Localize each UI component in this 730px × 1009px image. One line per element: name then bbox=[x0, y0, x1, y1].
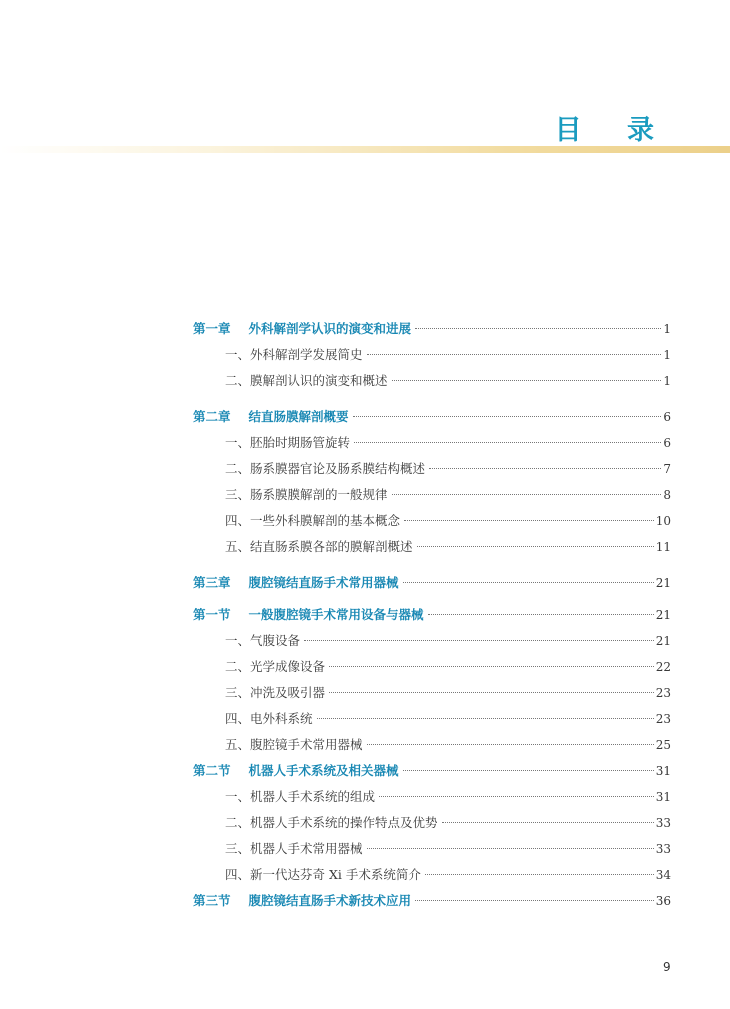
toc-page-number: 25 bbox=[655, 738, 671, 752]
toc-entry-label bbox=[193, 316, 411, 342]
sub-title: 二、光学成像设备 bbox=[225, 659, 326, 674]
dot-leader bbox=[379, 796, 654, 797]
dot-leader bbox=[403, 770, 654, 771]
toc-entry-sub[interactable] bbox=[193, 732, 671, 758]
toc-entry-label bbox=[225, 654, 325, 680]
sub-title: 二、肠系膜器官论及肠系膜结构概述 bbox=[225, 461, 426, 476]
toc-entry-label bbox=[193, 404, 349, 430]
toc-page-number: 22 bbox=[655, 660, 671, 674]
dot-leader bbox=[428, 614, 654, 615]
toc-entry-sub[interactable] bbox=[193, 456, 671, 482]
section-title: 一般腹腔镜手术常用设备与器械 bbox=[248, 607, 424, 622]
toc-page-number: 33 bbox=[655, 816, 671, 830]
toc-page-number: 6 bbox=[663, 410, 671, 424]
toc-page-number: 11 bbox=[655, 540, 671, 554]
chapter-number: 第一章 bbox=[193, 321, 231, 336]
toc-entry-label bbox=[225, 862, 421, 888]
toc-entry-label bbox=[225, 456, 425, 482]
dot-leader bbox=[367, 744, 654, 745]
sub-title: 五、结直肠系膜各部的膜解剖概述 bbox=[225, 539, 413, 554]
toc-entry-sub[interactable] bbox=[193, 342, 671, 368]
dot-leader bbox=[367, 354, 662, 355]
toc-entry-section[interactable] bbox=[193, 888, 671, 914]
toc-entry-label bbox=[225, 784, 375, 810]
sub-title: 四、新一代达芬奇 Xi 手术系统简介 bbox=[225, 867, 421, 882]
dot-leader bbox=[353, 416, 662, 417]
toc-entry-sub[interactable] bbox=[193, 508, 671, 534]
toc-entry-sub[interactable] bbox=[193, 654, 671, 680]
toc-page-number: 33 bbox=[655, 842, 671, 856]
toc-entry-label bbox=[225, 680, 325, 706]
toc-page-number: 31 bbox=[655, 790, 671, 804]
toc-entry-sub[interactable] bbox=[193, 784, 671, 810]
dot-leader bbox=[429, 468, 661, 469]
chapter-number: 第三章 bbox=[193, 575, 231, 590]
toc-page-number: 1 bbox=[663, 374, 671, 388]
toc-page-number: 8 bbox=[663, 488, 671, 502]
dot-leader bbox=[367, 848, 654, 849]
toc-page-number: 7 bbox=[663, 462, 671, 476]
dot-leader bbox=[417, 546, 654, 547]
sub-title: 三、机器人手术常用器械 bbox=[225, 841, 363, 856]
section-title: 腹腔镜结直肠手术新技术应用 bbox=[248, 893, 412, 908]
toc-entry-sub[interactable] bbox=[193, 534, 671, 560]
toc-entry-label bbox=[225, 508, 400, 534]
toc-entry-sub[interactable] bbox=[193, 810, 671, 836]
toc-page-number: 1 bbox=[663, 322, 671, 336]
dot-leader bbox=[392, 380, 662, 381]
toc-entry-section[interactable] bbox=[193, 758, 671, 784]
sub-title: 二、机器人手术系统的操作特点及优势 bbox=[225, 815, 438, 830]
sub-title: 一、气腹设备 bbox=[225, 633, 301, 648]
section-number: 第一节 bbox=[193, 607, 231, 622]
dot-leader bbox=[329, 666, 654, 667]
toc-entry-label bbox=[225, 534, 413, 560]
toc-entry-sub[interactable] bbox=[193, 368, 671, 394]
sub-title: 四、一些外科膜解剖的基本概念 bbox=[225, 513, 401, 528]
toc-page-number: 23 bbox=[655, 712, 671, 726]
chapter-number: 第二章 bbox=[193, 409, 231, 424]
dot-leader bbox=[415, 900, 654, 901]
chapter-title: 腹腔镜结直肠手术常用器械 bbox=[248, 575, 399, 590]
chapter-title: 结直肠膜解剖概要 bbox=[248, 409, 349, 424]
toc-entry-label bbox=[225, 836, 363, 862]
toc-page-number: 21 bbox=[655, 634, 671, 648]
toc-page-number: 10 bbox=[655, 514, 671, 528]
toc-entry-label bbox=[225, 706, 313, 732]
toc-entry-sub[interactable] bbox=[193, 836, 671, 862]
toc-page-number: 34 bbox=[655, 868, 671, 882]
toc-entry-chapter[interactable] bbox=[193, 570, 671, 596]
table-of-contents bbox=[193, 316, 671, 914]
toc-entry-label bbox=[225, 810, 438, 836]
sub-title: 一、机器人手术系统的组成 bbox=[225, 789, 376, 804]
toc-entry-sub[interactable] bbox=[193, 482, 671, 508]
toc-entry-label bbox=[225, 732, 363, 758]
toc-page-number: 21 bbox=[655, 576, 671, 590]
toc-entry-sub[interactable] bbox=[193, 862, 671, 888]
toc-entry-sub[interactable] bbox=[193, 680, 671, 706]
toc-entry-label bbox=[225, 368, 388, 394]
sub-title: 四、电外科系统 bbox=[225, 711, 313, 726]
toc-entry-sub[interactable] bbox=[193, 706, 671, 732]
toc-page-number: 36 bbox=[655, 894, 671, 908]
dot-leader bbox=[442, 822, 654, 823]
page-number: 9 bbox=[663, 960, 671, 974]
dot-leader bbox=[304, 640, 654, 641]
sub-title: 三、冲洗及吸引器 bbox=[225, 685, 326, 700]
sub-title: 一、外科解剖学发展简史 bbox=[225, 347, 363, 362]
toc-entry-chapter[interactable] bbox=[193, 404, 671, 430]
sub-title: 五、腹腔镜手术常用器械 bbox=[225, 737, 363, 752]
toc-entry-sub[interactable] bbox=[193, 430, 671, 456]
dot-leader bbox=[317, 718, 654, 719]
dot-leader bbox=[425, 874, 654, 875]
sub-title: 二、膜解剖认识的演变和概述 bbox=[225, 373, 388, 388]
dot-leader bbox=[392, 494, 662, 495]
toc-entry-label bbox=[225, 628, 300, 654]
dot-leader bbox=[404, 520, 654, 521]
toc-entry-sub[interactable] bbox=[193, 628, 671, 654]
dot-leader bbox=[354, 442, 661, 443]
sub-title: 三、肠系膜膜解剖的一般规律 bbox=[225, 487, 388, 502]
toc-page-number: 23 bbox=[655, 686, 671, 700]
page-title: 目 录 bbox=[554, 115, 672, 146]
toc-page-number: 1 bbox=[663, 348, 671, 362]
section-title: 机器人手术系统及相关器械 bbox=[248, 763, 399, 778]
toc-page-number: 31 bbox=[655, 764, 671, 778]
dot-leader bbox=[403, 582, 654, 583]
section-number: 第三节 bbox=[193, 893, 231, 908]
toc-page-number: 21 bbox=[655, 608, 671, 622]
toc-entry-chapter[interactable] bbox=[193, 316, 671, 342]
dot-leader bbox=[329, 692, 654, 693]
toc-entry-label bbox=[225, 482, 388, 508]
toc-entry-label bbox=[225, 342, 363, 368]
section-number: 第二节 bbox=[193, 763, 231, 778]
toc-entry-label bbox=[193, 570, 399, 596]
toc-entry-section[interactable] bbox=[193, 602, 671, 628]
toc-entry-label bbox=[193, 758, 399, 784]
chapter-title: 外科解剖学认识的演变和进展 bbox=[248, 321, 412, 336]
toc-entry-label bbox=[193, 602, 424, 628]
title-decoration-band bbox=[0, 146, 730, 153]
dot-leader bbox=[415, 328, 661, 329]
toc-entry-label bbox=[225, 430, 350, 456]
toc-entry-label bbox=[193, 888, 411, 914]
toc-page-number: 6 bbox=[663, 436, 671, 450]
sub-title: 一、胚胎时期肠管旋转 bbox=[225, 435, 351, 450]
